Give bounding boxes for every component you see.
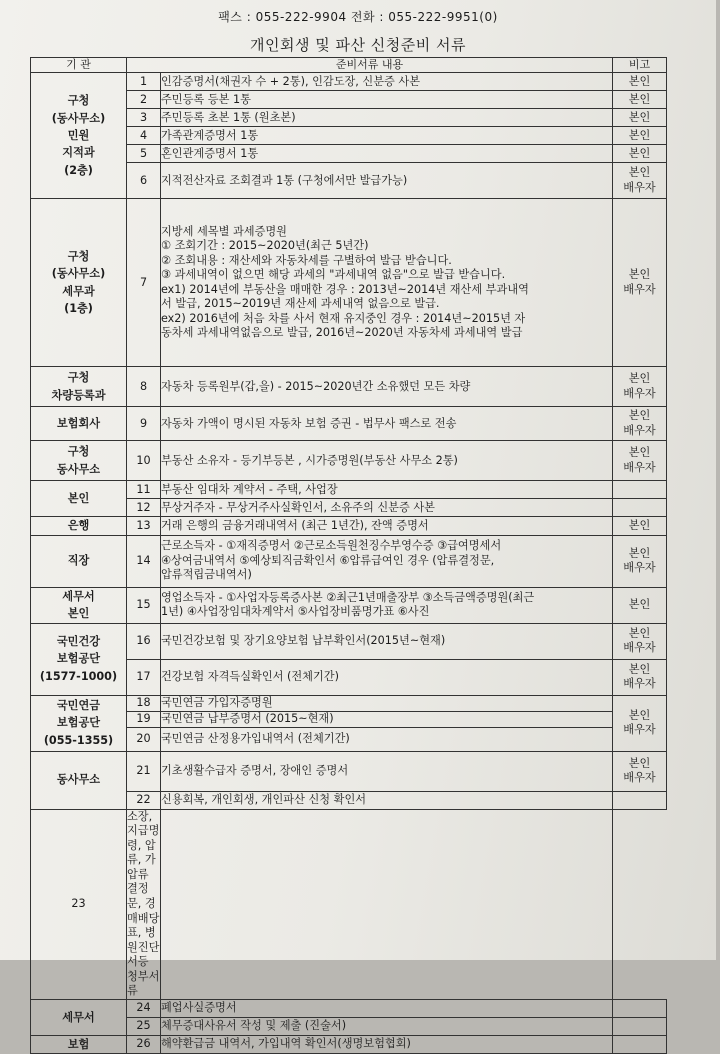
note-cell: [161, 809, 613, 999]
document-line: ④상여금내역서 ⑤예상퇴직금확인서 ⑥압류급여인 경우 (압류결정문,: [161, 553, 495, 567]
table-body: [31, 73, 667, 1054]
document-description: [161, 517, 613, 535]
document-description: [161, 109, 613, 127]
item-number: 19: [127, 711, 161, 727]
note-line: 본인: [628, 268, 651, 282]
item-number: 10: [127, 441, 161, 481]
item-number: 20: [127, 727, 161, 751]
table-row: [31, 727, 667, 751]
agency-cell: [31, 999, 127, 1035]
note-line: 본인: [628, 128, 651, 142]
agency-line: 국민연금: [56, 699, 101, 713]
item-number: 13: [127, 517, 161, 535]
agency-line: 민원: [67, 129, 90, 143]
note-cell: [613, 499, 667, 517]
document-line: 국민연금 가입자증명원: [161, 695, 273, 709]
note-cell: [613, 659, 667, 695]
note-cell: [613, 587, 667, 623]
document-description: [161, 751, 613, 791]
document-line: 주민등록 초본 1통 (원초본): [161, 110, 296, 124]
table-row: [31, 791, 667, 809]
agency-line: 국민건강: [56, 635, 101, 649]
document-description: [161, 535, 613, 587]
table-row: [31, 623, 667, 659]
agency-cell: [31, 695, 127, 751]
document-line: 국민연금 납부증명서 (2015~현재): [161, 711, 334, 725]
note-cell: [613, 199, 667, 367]
note-cell: [613, 1035, 667, 1053]
fax-phone-line: 팩스 : 055-222-9904 전화 : 055-222-9951(0): [218, 10, 498, 24]
table-row: [31, 659, 667, 695]
note-line: 배우자: [623, 423, 656, 437]
agency-line: (동사무소): [51, 267, 106, 281]
note-line: 배우자: [623, 723, 656, 737]
note-cell: [613, 109, 667, 127]
note-line: 배우자: [623, 561, 656, 575]
document-description: [161, 695, 613, 711]
document-description: [161, 145, 613, 163]
document-description: [161, 791, 613, 809]
document-line: 영업소득자 - ①사업자등록증사본 ②최근1년매출장부 ③소득금액증명원(최근: [161, 590, 535, 604]
table-row: [31, 517, 667, 535]
document-description: [161, 127, 613, 145]
table-row: [31, 127, 667, 145]
table-row: [31, 999, 667, 1017]
agency-cell: [31, 535, 127, 587]
note-line: 배우자: [623, 641, 656, 655]
agency-cell: [31, 481, 127, 517]
agency-line: 세무서: [62, 1010, 95, 1024]
note-line: 본인: [628, 166, 651, 180]
table-row: [31, 1017, 667, 1035]
agency-line: 보험공단: [56, 652, 101, 666]
note-line: 배우자: [623, 180, 656, 194]
agency-line: 동사무소: [56, 773, 101, 787]
document-line: 근로소득자 - ①재직증명서 ②근로소득원천징수부영수증 ③급여명세서: [161, 539, 502, 553]
agency-cell: [31, 751, 127, 809]
agency-line: 보험공단: [56, 716, 101, 730]
note-cell: [613, 163, 667, 199]
document-title: 개인회생 및 파산 신청준비 서류: [250, 36, 466, 54]
header-docs: 준비서류 내용: [127, 58, 613, 73]
agency-line: 지적과: [62, 146, 95, 160]
document-description: [161, 659, 613, 695]
item-number: 26: [127, 1035, 161, 1053]
document-description: [161, 91, 613, 109]
table-row: [31, 587, 667, 623]
item-number: 22: [127, 791, 161, 809]
document-line: 기초생활수급자 증명서, 장애인 증명서: [161, 763, 349, 777]
agency-line: (055-1355): [43, 733, 114, 747]
document-description: [161, 73, 613, 91]
document-line: 1년) ④사업장임대차계약서 ⑤사업장비품명가표 ⑥사진: [161, 605, 430, 619]
item-number: 5: [127, 145, 161, 163]
note-cell: [613, 145, 667, 163]
agency-cell: [31, 367, 127, 407]
note-line: 본인: [628, 626, 651, 640]
table-row: [31, 711, 667, 727]
agency-cell: [31, 407, 127, 441]
table-row: [31, 199, 667, 367]
note-line: 본인: [628, 146, 651, 160]
note-line: 본인: [628, 708, 651, 722]
table-row: [31, 751, 667, 791]
document-line: 동차세 과세내역없음으로 발급, 2016년~2020년 자동차세 과세내역 발급: [161, 326, 523, 340]
note-line: 본인: [628, 372, 651, 386]
document-line: 건강보험 자격득실확인서 (전체기간): [161, 669, 339, 683]
table-row: [31, 407, 667, 441]
item-number: 25: [127, 1017, 161, 1035]
agency-line: (2층): [64, 163, 93, 177]
agency-line: 보험회사: [56, 417, 101, 431]
table-row: [31, 481, 667, 499]
document-line: 무상거주자 - 무상거주사실확인서, 소유주의 신분증 사본: [161, 500, 435, 514]
agency-cell: [31, 441, 127, 481]
note-cell: [613, 695, 667, 751]
note-line: 본인: [628, 446, 651, 460]
header-note: 비고: [613, 58, 667, 73]
document-description: [161, 999, 613, 1017]
note-line: 배우자: [623, 677, 656, 691]
note-line: 배우자: [623, 771, 656, 785]
document-line: 자동차 가액이 명시된 자동차 보험 증권 - 법무사 팩스로 전송: [161, 416, 457, 430]
note-cell: [613, 623, 667, 659]
document-line: 가족관계증명서 1통: [161, 128, 259, 142]
agency-line: 세무서: [62, 589, 95, 603]
document-line: 지방세 세목별 과세증명원: [161, 224, 287, 238]
note-cell: [613, 407, 667, 441]
table-row: [31, 535, 667, 587]
document-description: [161, 481, 613, 499]
item-number: 16: [127, 623, 161, 659]
document-line: ex2) 2016년에 처음 차를 사서 현재 유지중인 경우 : 2014년~2015년 자: [161, 311, 526, 325]
document-description: [161, 199, 613, 367]
document-line: ① 조회기간 : 2015~2020년(최근 5년간): [161, 239, 369, 253]
item-number: 15: [127, 587, 161, 623]
item-number: 11: [127, 481, 161, 499]
note-line: 본인: [628, 518, 651, 532]
agency-line: 구청: [67, 94, 90, 108]
agency-line: 구청: [67, 250, 90, 264]
document-line: 해약환급금 내역서, 가입내역 확인서(생명보험협회): [161, 1037, 411, 1051]
note-line: 본인: [628, 74, 651, 88]
item-number: 7: [127, 199, 161, 367]
document-line: 서 발급, 2015~2019년 재산세 과세내역 없음으로 발급.: [161, 297, 440, 311]
item-number: 17: [127, 659, 161, 695]
table-row: [31, 163, 667, 199]
note-line: 배우자: [623, 386, 656, 400]
note-cell: [613, 127, 667, 145]
note-line: 배우자: [623, 460, 656, 474]
document-line: 거래 은행의 금융거래내역서 (최근 1년간), 잔액 증명서: [161, 518, 429, 532]
agency-line: 세무과: [62, 284, 95, 298]
document-line: 소장, 지급명령, 압류, 가압류 결정문, 경매배당표, 병원진단서등 청부서류: [127, 809, 160, 998]
document-line: 자동차 등록원부(갑,을) - 2015~2020년간 소유했던 모든 차량: [161, 379, 471, 393]
document-description: [161, 163, 613, 199]
table-row: [31, 367, 667, 407]
agency-line: (동사무소): [51, 111, 106, 125]
note-cell: [613, 791, 667, 809]
table-header-row: [31, 58, 667, 73]
item-number: 6: [127, 163, 161, 199]
document-description: [161, 711, 613, 727]
document-line: 인감증명서(채권자 수 + 2통), 인감도장, 신분증 사본: [161, 74, 421, 88]
note-cell: [613, 1017, 667, 1035]
document-description: [161, 499, 613, 517]
agency-cell: [31, 1035, 127, 1053]
document-description: [161, 1017, 613, 1035]
agency-line: 구청: [67, 445, 90, 459]
header-agency: 기 관: [31, 58, 127, 73]
document-line: 국민연금 산정용가입내역서 (전체기간): [161, 731, 350, 745]
note-line: 본인: [628, 662, 651, 676]
item-number: 2: [127, 91, 161, 109]
document-line: 주민등록 등본 1통: [161, 92, 251, 106]
document-line: 국민건강보험 및 장기요양보험 납부확인서(2015년~현재): [161, 633, 446, 647]
agency-line: (1577-1000): [39, 669, 118, 683]
agency-line: 은행: [67, 519, 90, 533]
document-line: 체무증대사유서 작성 및 제출 (진술서): [161, 1019, 347, 1033]
item-number: 14: [127, 535, 161, 587]
document-description: [161, 1035, 613, 1053]
item-number: 18: [127, 695, 161, 711]
agency-line: 동사무소: [56, 462, 101, 476]
table-row: [31, 499, 667, 517]
agency-cell: [31, 517, 127, 535]
note-cell: [613, 73, 667, 91]
note-cell: [613, 367, 667, 407]
document-line: 부동산 소유자 - 등기부등본 , 시가증명원(부동산 사무소 2통): [161, 453, 458, 467]
note-cell: [613, 517, 667, 535]
note-line: 본인: [628, 92, 651, 106]
note-cell: [613, 441, 667, 481]
document-description: [161, 407, 613, 441]
agency-line: 본인: [67, 607, 90, 621]
agency-cell: [31, 623, 127, 695]
item-number: 12: [127, 499, 161, 517]
note-cell: [613, 999, 667, 1017]
document-description: [161, 587, 613, 623]
agency-line: 보험: [67, 1037, 90, 1051]
document-description: [161, 727, 613, 751]
table-row: [31, 1035, 667, 1053]
agency-line: 구청: [67, 371, 90, 385]
table-row: [31, 145, 667, 163]
document-line: 지적전산자료 조회결과 1통 (구청에서만 발급가능): [161, 173, 408, 187]
note-cell: [613, 535, 667, 587]
document-line: 압류적립금내역서): [161, 568, 252, 582]
note-line: 본인: [628, 110, 651, 124]
item-number: 4: [127, 127, 161, 145]
agency-line: 차량등록과: [51, 388, 106, 402]
table-row: [31, 809, 667, 999]
item-number: 1: [127, 73, 161, 91]
item-number: 23: [31, 809, 127, 999]
note-cell: [613, 91, 667, 109]
document-description: [127, 809, 161, 999]
note-line: 본인: [628, 409, 651, 423]
item-number: 8: [127, 367, 161, 407]
item-number: 9: [127, 407, 161, 441]
table-row: [31, 109, 667, 127]
document-line: 부동산 임대차 계약서 - 주택, 사업장: [161, 482, 338, 496]
document-line: ③ 과세내역이 없으면 해당 과세의 "과세내역 없음"으로 발급 받습니다.: [161, 268, 506, 282]
item-number: 24: [127, 999, 161, 1017]
item-number: 3: [127, 109, 161, 127]
document-line: ② 조회내용 : 재산세와 자동차세를 구별하여 발급 받습니다.: [161, 253, 452, 267]
document-description: [161, 441, 613, 481]
agency-line: 본인: [67, 492, 90, 506]
table-row: [31, 91, 667, 109]
item-number: 21: [127, 751, 161, 791]
note-cell: [613, 751, 667, 791]
table-row: [31, 441, 667, 481]
document-line: 혼인관계증명서 1통: [161, 146, 259, 160]
document-line: ex1) 2014년에 부동산을 매매한 경우 : 2013년~2014년 재산세 부과내역: [161, 282, 529, 296]
note-cell: [613, 481, 667, 499]
note-line: 본인: [628, 756, 651, 770]
note-line: 본인: [628, 597, 651, 611]
agency-line: (1층): [64, 302, 93, 316]
note-line: 본인: [628, 546, 651, 560]
agency-cell: [31, 199, 127, 367]
document-line: 폐업사실증명서: [161, 1001, 237, 1015]
document-description: [161, 623, 613, 659]
agency-cell: [31, 587, 127, 623]
agency-line: 직장: [67, 554, 90, 568]
table-row: [31, 695, 667, 711]
table-row: [31, 73, 667, 91]
agency-cell: [31, 73, 127, 199]
document-description: [161, 367, 613, 407]
note-line: 배우자: [623, 282, 656, 296]
documents-table: [30, 57, 667, 1054]
document-line: 신용회복, 개인회생, 개인파산 신청 확인서: [161, 792, 367, 806]
